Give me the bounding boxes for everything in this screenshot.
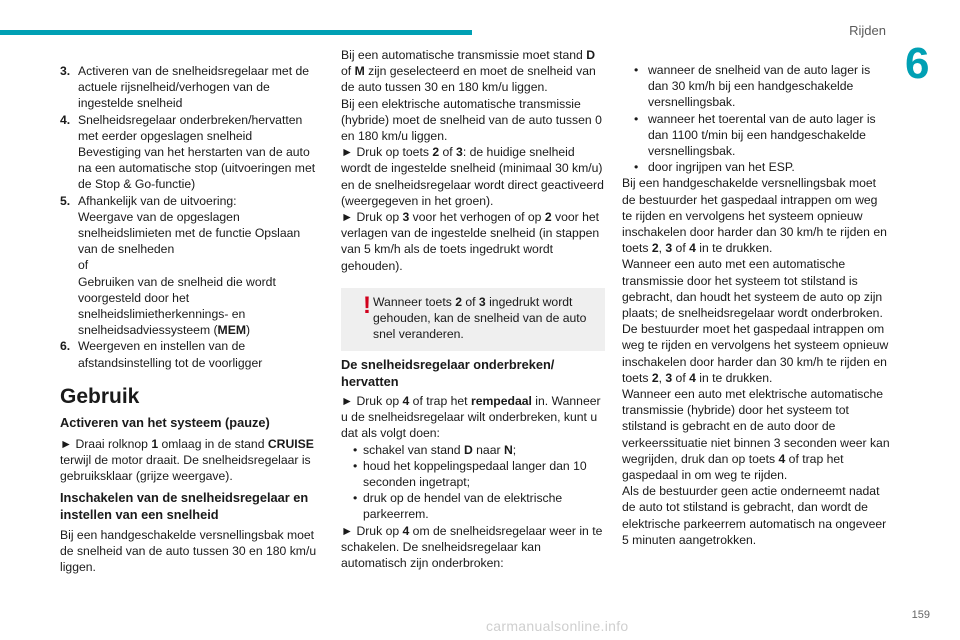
text-part: 4	[402, 394, 410, 408]
text-part: naar	[472, 442, 504, 457]
text-part: Bij een automatische transmissie moet stand	[341, 48, 587, 62]
text-part: M	[354, 64, 365, 79]
text-part: ► Druk op	[341, 394, 403, 408]
text-part: of	[672, 370, 690, 385]
text-part: om de snelheidsregelaar weer in te schakelen. De snelheidsregelaar kan automatisch zijn onderbroken:	[341, 523, 603, 571]
bullet-icon: •	[634, 160, 639, 175]
list-item	[60, 63, 318, 112]
list-number: 4.	[60, 112, 71, 127]
subheading-activate: Activeren van het systeem (pauze)	[60, 415, 270, 430]
section-title: Rijden	[849, 23, 886, 38]
watermark: carmanualsonline.info	[486, 618, 629, 634]
text-part: 2	[455, 295, 462, 309]
resume-paragraph	[341, 523, 605, 572]
text-part: druk op de hendel van de elektrische parkeerrem.	[363, 491, 563, 522]
subheading-enable: Inschakelen van de snelheidsregelaar en instellen van een snelheid	[60, 490, 309, 522]
list-text-part: Gebruiken van de snelheid die wordt voorgesteld door het snelheidslimietherkennings- en snelheidsadviessysteem (	[78, 274, 276, 338]
text-part: in. Wanneer u de snelheidsregelaar wilt onderbreken, kunt u dat als volgt doen:	[341, 394, 601, 441]
bullet-icon: •	[634, 63, 639, 77]
text-part: ► Draai rolknop	[60, 437, 152, 451]
numbered-list	[60, 63, 318, 371]
text-part: 3	[478, 295, 486, 309]
text-part: terwijl de motor draait. De snelheidsregelaar is gebruiksklaar (grijze weergave).	[60, 453, 311, 484]
bullet-icon: •	[353, 442, 358, 457]
text-part: 2	[544, 210, 552, 225]
text-part: of trap het	[409, 394, 471, 408]
list-item	[622, 62, 890, 111]
auto-paragraph	[622, 256, 890, 386]
subheading-pause: De snelheidsregelaar onderbreken/ hervatten	[341, 357, 555, 389]
text-part: door ingrijpen van het ESP.	[648, 160, 795, 175]
hybrid-paragraph: Bij een elektrische automatische transmissie (hybride) moet de snelheid van de auto tussen 0 en 180 km/u liggen.	[341, 96, 602, 144]
text-part: Bij een handgeschakelde versnellingsbak moet de bestuurder het gaspedaal intrappen om weg te rijden en vervolgens het systeem opnieuw inschakelen door harder dan 30 km/h te rijden en toets	[622, 176, 887, 256]
text-part: of	[461, 295, 479, 309]
list-item	[622, 111, 890, 160]
list-text	[78, 274, 318, 339]
list-item	[60, 338, 318, 370]
text-part: ingedrukt wordt gehouden, kan de snelheid van de auto snel veranderen.	[373, 295, 587, 342]
text-part: D	[463, 442, 473, 457]
enable-paragraph: Bij een handgeschakelde versnellingsbak moet de snelheid van de auto tussen 30 en 180 km/u liggen.	[60, 528, 317, 575]
cruise-label: CRUISE	[267, 437, 314, 451]
text-part: 4	[689, 241, 696, 256]
list-item	[341, 490, 605, 522]
bullet-icon: •	[634, 111, 639, 126]
list-text: Weergeven en instellen van de afstandsinstelling tot de voorligger	[78, 339, 263, 370]
mem-label: MEM	[217, 323, 246, 338]
text-part: houd het koppelingspedaal langer dan 10 seconden ingetrapt;	[363, 458, 587, 490]
text-part: Wanneer een auto met elektrische automatische transmissie (hybride) door het systeem tot stilstand is gebracht en de auto door de verkeerssituatie niet binnen 3 seconden weer kan wegrijden, druk dan op toets	[622, 387, 890, 466]
list-text: Bevestiging van het herstarten van de auto na een automatische stop (uitvoeringen met de Stop & Go-functie)	[78, 145, 316, 192]
text-part: of trap het gaspedaal in om weg te rijden.	[622, 451, 844, 483]
text-part: of	[439, 145, 457, 160]
text-part: zijn geselecteerd en moet de snelheid van de auto tussen 30 en 180 km/u liggen.	[341, 64, 596, 95]
warning-text	[349, 294, 597, 343]
bullet-icon: •	[353, 458, 358, 473]
list-text: Activeren van de snelheidsregelaar met de actuele rijsnelheid/verhogen van de ingestelde snelheid	[78, 64, 310, 111]
text-part: : de huidige snelheid wordt de ingestelde snelheid (minimaal 30 km/u) en de snelheidsregelaar wordt direct geactiveerd (weergegeven in het groen).	[341, 145, 604, 208]
text-part: 4	[402, 523, 410, 538]
text-part: voor het verlagen van de ingestelde snelheid (in stappen van 5 km/h als de toets ingedrukt wordt gehouden).	[341, 210, 600, 273]
text-part: 3	[665, 241, 673, 256]
list-number: 5.	[60, 193, 71, 208]
text-part: 2	[432, 145, 440, 160]
final-paragraph: Als de bestuurder geen actie onderneemt nadat de auto tot stilstand is gebracht, dan wordt de elektrische parkeerrem automatisch na ongeveer 5 minuten aangetrokken.	[622, 484, 887, 547]
press23-paragraph	[341, 144, 605, 209]
warning-icon: !	[363, 292, 371, 319]
list-item	[341, 458, 605, 490]
list-text: of	[78, 258, 89, 273]
text-part: N	[503, 442, 513, 457]
section-heading: Gebruik	[60, 385, 140, 408]
text-part: ,	[658, 241, 666, 256]
list-text-part: )	[245, 323, 251, 338]
chapter-color-bar	[0, 30, 472, 35]
text-part: ;	[512, 442, 517, 457]
list-text: Afhankelijk van de uitvoering:	[78, 193, 237, 208]
text-part: 4	[689, 370, 696, 385]
text-part: D	[586, 48, 596, 62]
electric-paragraph	[622, 386, 890, 483]
chapter-number: 6	[905, 39, 930, 88]
list-number: 3.	[60, 64, 71, 78]
press3-paragraph	[341, 209, 605, 274]
list-item	[60, 193, 318, 339]
text-part: 2	[651, 370, 659, 385]
text-part: of	[341, 64, 355, 79]
text-part: ,	[658, 370, 666, 385]
text-part: wanneer de snelheid van de auto lager is dan 30 km/h bij een handgeschakelde versnellingsbak.	[648, 63, 871, 110]
auto-paragraph	[341, 47, 605, 96]
activate-paragraph	[60, 436, 318, 485]
text-part: 1	[151, 437, 159, 451]
list-text: Snelheidsregelaar onderbreken/hervatten met eerder opgeslagen snelheid	[78, 112, 303, 143]
warning-box	[341, 288, 605, 351]
text-part: 2	[651, 241, 659, 256]
text-part: in te drukken.	[695, 241, 773, 256]
text-part: in te drukken.	[695, 370, 773, 385]
bullet-icon: •	[353, 491, 358, 506]
list-item	[60, 112, 318, 193]
list-text: Weergave van de opgeslagen snelheidslimieten met de functie Opslaan van de snelheden	[78, 209, 301, 257]
text-part: of	[672, 241, 690, 256]
text-part: wanneer het toerental van de auto lager is dan 1100 t/min bij een handgeschakelde versnellingsbak.	[648, 111, 876, 159]
text-part: voor het verhogen of op	[409, 210, 545, 225]
text-part: omlaag in de stand	[158, 437, 268, 451]
text-part: 4	[778, 451, 786, 466]
pause-paragraph	[341, 393, 605, 442]
list-item	[341, 442, 605, 458]
list-item	[622, 159, 890, 175]
manual-paragraph	[622, 175, 890, 256]
text-part: ► Druk op	[341, 210, 403, 225]
text-part: ► Druk op	[341, 523, 403, 538]
text-part: Wanneer toets	[373, 295, 456, 309]
text-part: ► Druk op toets	[341, 145, 433, 160]
text-part: schakel van stand	[363, 442, 464, 457]
text-part: Wanneer een auto met een automatische transmissie door het systeem tot stilstand is gebracht, dan houdt het systeem de auto op zijn plaats; de snelheidsregelaar wordt onderbroken. De bestuurder moet het gaspedaal intrappen om weg te rijden en vervolgens het systeem opnieuw inschakelen door harder dan 30 km/h te rijden en toets	[622, 257, 889, 385]
list-number: 6.	[60, 339, 71, 354]
page-number: 159	[911, 609, 930, 621]
text-part: 3	[402, 210, 410, 225]
text-part: rempedaal	[470, 394, 532, 408]
text-part: 3	[456, 145, 463, 160]
text-part: 3	[665, 370, 673, 385]
